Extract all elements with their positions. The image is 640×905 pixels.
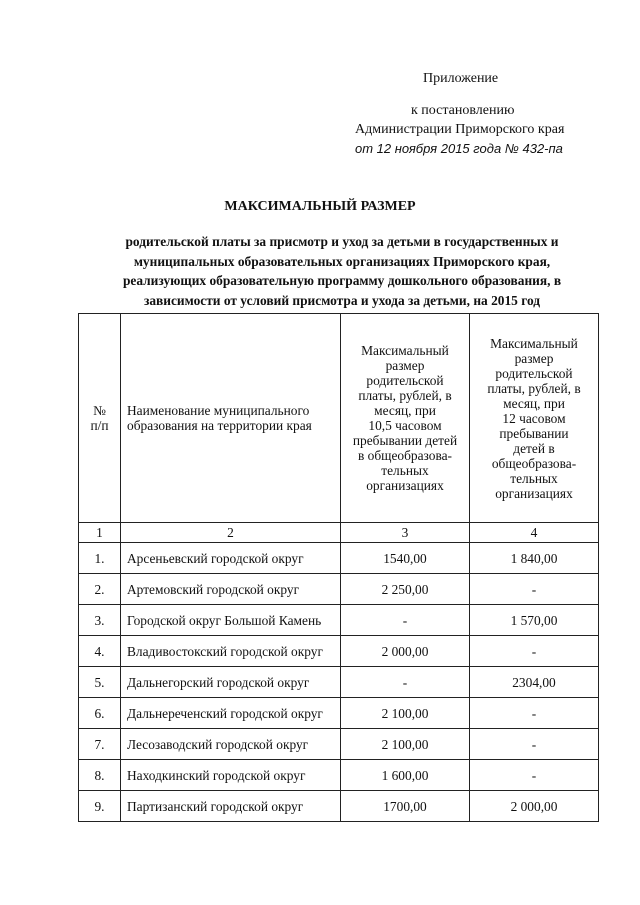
- fee-10-5h: 1700,00: [341, 791, 470, 822]
- row-number: 8.: [79, 760, 121, 791]
- municipality-name: Городской округ Большой Камень: [121, 605, 341, 636]
- header-number: № п/п: [79, 314, 121, 523]
- row-number: 6.: [79, 698, 121, 729]
- municipality-name: Владивостокский городской округ: [121, 636, 341, 667]
- table-row: [79, 791, 599, 822]
- resolution-reference: к постановлению: [411, 103, 515, 118]
- column-number: 1: [79, 523, 121, 543]
- table-row: [79, 543, 599, 574]
- appendix-label: Приложение: [423, 71, 499, 86]
- fee-10-5h: 2 000,00: [341, 636, 470, 667]
- fee-10-5h: -: [341, 605, 470, 636]
- table-header-row: [79, 314, 599, 523]
- row-number: 1.: [79, 543, 121, 574]
- fee-12h: -: [470, 574, 599, 605]
- row-number: 3.: [79, 605, 121, 636]
- fee-10-5h: 2 100,00: [341, 698, 470, 729]
- column-number: 3: [341, 523, 470, 543]
- municipality-name: Партизанский городской округ: [121, 791, 341, 822]
- header-municipality: Наименование муниципального образования на территории края: [121, 314, 341, 523]
- fee-12h: 1 840,00: [470, 543, 599, 574]
- header-fee-10-5h: Максимальный размер родительской платы, рублей, в месяц, при 10,5 часовом пребывании детей в общеобразова- тельных организациях: [341, 314, 470, 523]
- fee-12h: 1 570,00: [470, 605, 599, 636]
- header-fee-12h: Максимальный размер родительской платы, рублей, в месяц, при 12 часовом пребывании детей в общеобразова- тельных организациях: [470, 314, 599, 523]
- resolution-date-number: от 12 ноября 2015 года № 432-па: [355, 141, 563, 156]
- municipality-name: Дальнереченский городской округ: [121, 698, 341, 729]
- fee-10-5h: -: [341, 667, 470, 698]
- row-number: 9.: [79, 791, 121, 822]
- row-number: 5.: [79, 667, 121, 698]
- fee-10-5h: 1540,00: [341, 543, 470, 574]
- fee-12h: 2304,00: [470, 667, 599, 698]
- fee-10-5h: 1 600,00: [341, 760, 470, 791]
- municipality-name: Дальнегорский городской округ: [121, 667, 341, 698]
- fee-10-5h: 2 100,00: [341, 729, 470, 760]
- fee-12h: -: [470, 729, 599, 760]
- fee-table: [78, 313, 599, 822]
- appendix-block: [355, 69, 564, 158]
- municipality-name: Арсеньевский городской округ: [121, 543, 341, 574]
- municipality-name: Артемовский городской округ: [121, 574, 341, 605]
- table-row: [79, 698, 599, 729]
- document-title: МАКСИМАЛЬНЫЙ РАЗМЕР: [224, 199, 416, 214]
- issuing-authority: Администрации Приморского края: [355, 122, 565, 137]
- table-row: [79, 636, 599, 667]
- row-number: 7.: [79, 729, 121, 760]
- fee-12h: 2 000,00: [470, 791, 599, 822]
- column-number: 4: [470, 523, 599, 543]
- municipality-name: Лесозаводский городской округ: [121, 729, 341, 760]
- fee-12h: -: [470, 760, 599, 791]
- fee-10-5h: 2 250,00: [341, 574, 470, 605]
- fee-12h: -: [470, 636, 599, 667]
- table-row: [79, 667, 599, 698]
- row-number: 2.: [79, 574, 121, 605]
- fee-12h: -: [470, 698, 599, 729]
- table-row: [79, 729, 599, 760]
- table-row: [79, 760, 599, 791]
- row-number: 4.: [79, 636, 121, 667]
- table-row: [79, 605, 599, 636]
- column-number: 2: [121, 523, 341, 543]
- column-number-row: [79, 523, 599, 543]
- document-subtitle: родительской платы за присмотр и уход за детьми в государственных и муниципальных образовательных организациях Приморского края, реализующих образовательную программу дошкольного образования, в зависимости от условий присмотра и ухода за детьми, на 2015 год: [122, 234, 562, 308]
- table-row: [79, 574, 599, 605]
- municipality-name: Находкинский городской округ: [121, 760, 341, 791]
